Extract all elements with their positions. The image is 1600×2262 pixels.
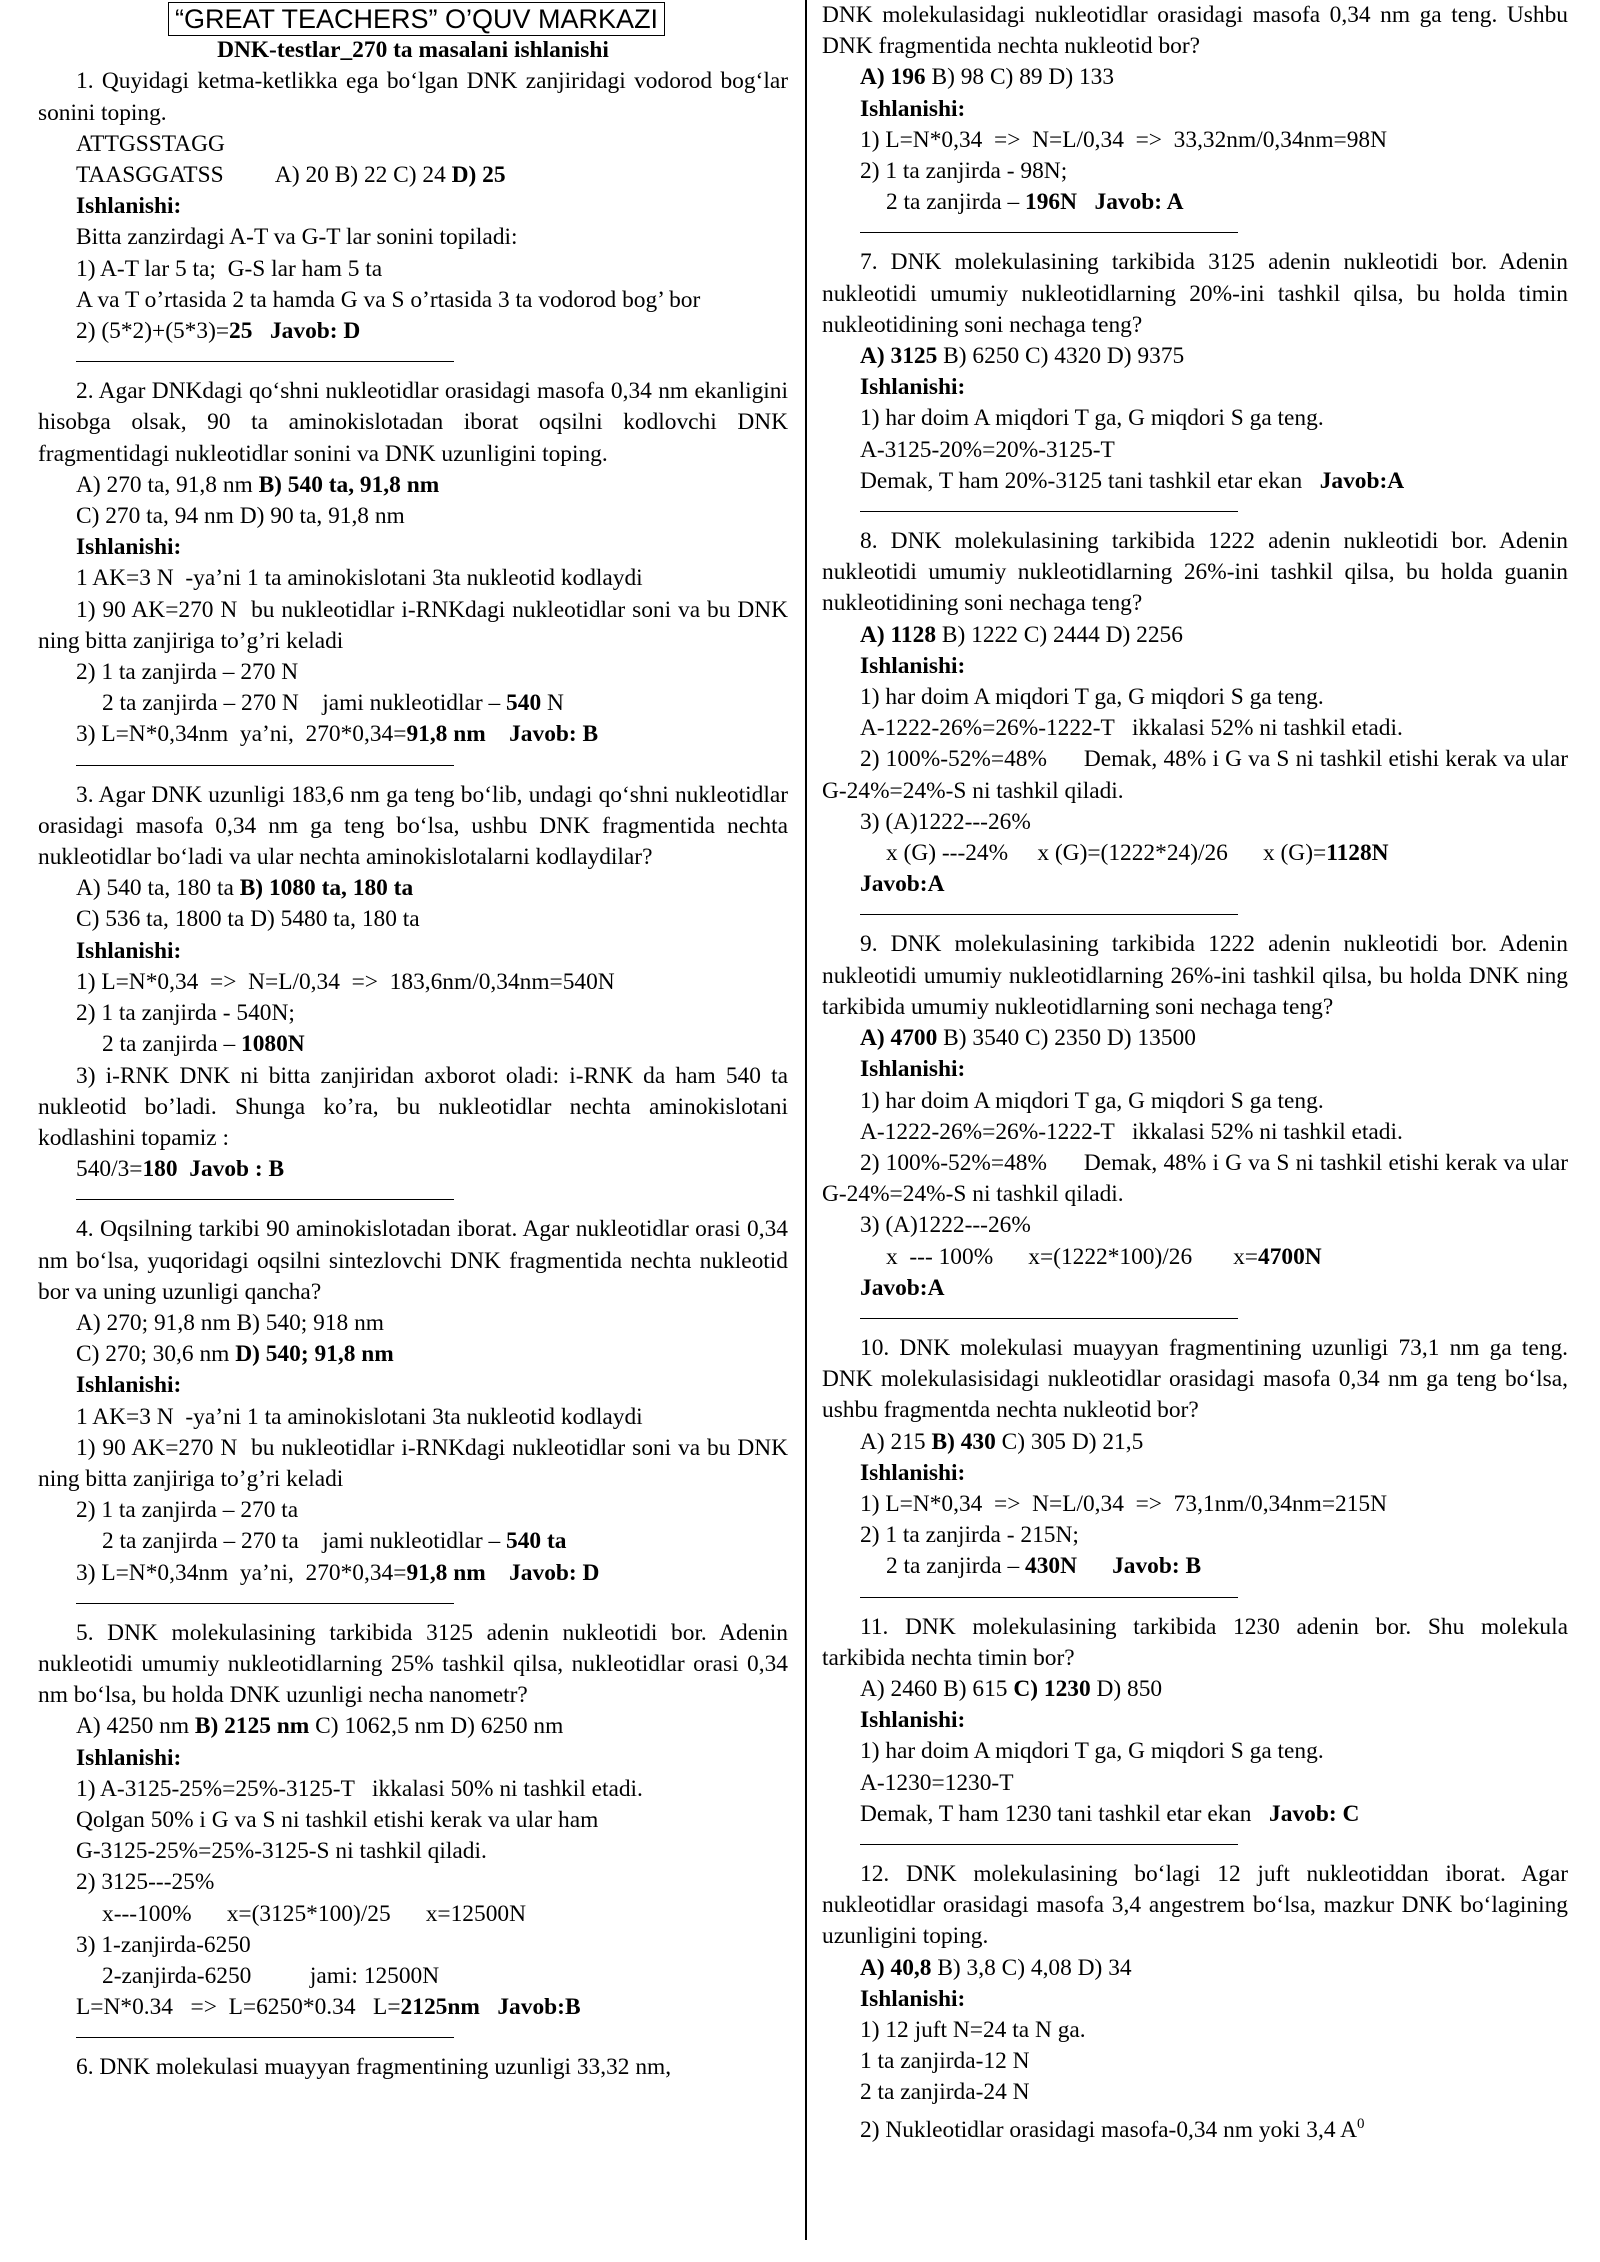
- bold-text: 2125nm Javob:B: [400, 1994, 581, 2021]
- text-line: [38, 316, 788, 347]
- text-line: [38, 1805, 788, 1836]
- text-line: [822, 125, 1568, 156]
- page-subtitle: DNK-testlar_270 ta masalani ishlanishi: [217, 37, 609, 64]
- text-span: 5. DNK molekulasining tarkibida 3125 adenin nukleotidi bor. Adenin nukleotidi umumiy nukleotidlarning 25% tashkil qilsa, nukleotidlar orasi 0,34 nm bo‘lsa, bu holda DNK uzunligi necha nanometr?: [38, 1619, 794, 1709]
- text-line: [822, 713, 1568, 744]
- text-span: A) 270; 91,8 nm B) 540; 918 nm: [76, 1309, 384, 1336]
- text-line: [38, 501, 788, 532]
- text-span: 1) 90 AK=270 N bu nukleotidlar i-RNKdagi nukleotidlar soni va bu DNK ning bitta zanjiriga to’g’ri keladi: [38, 1434, 794, 1492]
- section-separator: [76, 1199, 454, 1200]
- section-separator: [76, 361, 454, 362]
- text-span: 2) 3125---25%: [76, 1869, 215, 1896]
- text-line: [38, 1402, 788, 1433]
- text-span: 1) A-T lar 5 ta; G-S lar ham 5 ta: [76, 255, 383, 282]
- text-line: [822, 1859, 1574, 1953]
- text-span: 1) har doim A miqdori T ga, G miqdori S ga teng.: [860, 1738, 1324, 1765]
- text-line: [822, 1953, 1568, 1984]
- bold-text: Javob:A: [1319, 467, 1405, 494]
- text-line: [38, 873, 788, 904]
- text-span: L=N*0.34 => L=6250*0.34 L=: [76, 1994, 401, 2021]
- text-span: 1. Quyidagi ketma-ketlikka ega bo‘lgan DNK zanjiridagi vodorod bog‘lar sonini toping.: [38, 68, 794, 126]
- text-span: 8. DNK molekulasining tarkibida 1222 adenin nukleotidi bor. Adenin nukleotidi umumiy nukleotidlarning 26%-ini tashkil qilsa, bu holda guanin nukleotidining soni nechaga teng?: [822, 528, 1574, 617]
- text-line: [822, 156, 1568, 187]
- text-line: [822, 1023, 1568, 1054]
- text-line: [38, 936, 788, 967]
- text-span: x --- 100% x=(1222*100)/26 x=: [886, 1243, 1259, 1270]
- text-span: B) 3,8 C) 4,08 D) 34: [931, 1954, 1132, 1981]
- text-span: ATTGSSTAGG: [76, 130, 225, 157]
- bold-text: D) 540; 91,8 nm: [235, 1341, 394, 1368]
- text-line: [822, 1427, 1568, 1458]
- text-span: 1) 90 AK=270 N bu nukleotidlar i-RNKdagi nukleotidlar soni va bu DNK ning bitta zanjiriga to’g’ri keladi: [38, 596, 794, 654]
- section-separator: [76, 765, 454, 766]
- bold-text: 91,8 nm: [406, 721, 486, 748]
- text-line: [822, 838, 1568, 869]
- text-line: [38, 780, 794, 874]
- text-span: 1 AK=3 N -ya’ni 1 ta aminokislotani 3ta nukleotid kodlaydi: [76, 1403, 643, 1430]
- text-line: [822, 526, 1574, 620]
- text-span: A) 540 ta, 180 ta: [76, 875, 240, 902]
- text-line: [38, 688, 788, 719]
- text-span: A-1222-26%=26%-1222-T ikkalasi 52% ni tashkil etadi.: [860, 1118, 1403, 1145]
- text-span: 2 ta zanjirda-24 N: [860, 2079, 1030, 2106]
- text-line: [822, 372, 1568, 403]
- text-span: 1) 12 juft N=24 ta N ga.: [860, 2016, 1086, 2043]
- text-span: 2) 100%-52%=48% Demak, 48% i G va S ni tashkil etishi kerak va ular G-24%=24%-S ni tashkil qiladi.: [822, 1149, 1586, 1208]
- text-span: B) 3540 C) 2350 D) 13500: [937, 1025, 1196, 1052]
- text-line: [822, 1551, 1568, 1582]
- text-line: [822, 94, 1568, 125]
- text-line: [38, 532, 788, 563]
- text-span: 2 ta zanjirda –: [886, 1553, 1025, 1580]
- text-line: [822, 1489, 1568, 1520]
- text-span: TAASGGATSS A) 20 B) 22 C) 24: [76, 162, 452, 189]
- text-span: x---100% x=(3125*100)/25 x=12500N: [102, 1900, 526, 1927]
- text-line: [822, 1984, 1568, 2015]
- bold-text: B) 540 ta, 91,8 nm: [258, 471, 440, 498]
- text-line: [822, 2046, 1568, 2077]
- text-line: [38, 904, 788, 935]
- text-span: 1 ta zanjirda-12 N: [860, 2048, 1030, 2075]
- text-line: [822, 1674, 1568, 1705]
- text-line: [822, 1054, 1568, 1085]
- text-span: 1 AK=3 N -ya’ni 1 ta aminokislotani 3ta nukleotid kodlaydi: [76, 565, 643, 592]
- text-line: [38, 285, 788, 316]
- text-line: [38, 1339, 788, 1370]
- text-span: 2) 1 ta zanjirda - 98N;: [860, 158, 1068, 185]
- text-line: [38, 1774, 788, 1805]
- bold-text: D) 25: [451, 162, 506, 189]
- bold-text: Javob: D: [269, 318, 361, 345]
- bold-text: 1128N: [1326, 840, 1389, 867]
- text-span: 9. DNK molekulasining tarkibida 1222 adenin nukleotidi bor. Adenin nukleotidi umumiy nukleotidlarning 26%-ini tashkil qilsa, bu holda DNK ning tarkibida umumiy nukleotidlarning soni nechaga teng?: [822, 931, 1574, 1020]
- text-span: 3) (A)1222---26%: [860, 808, 1031, 835]
- text-span: 4. Oqsilning tarkibi 90 aminokislotadan iborat. Agar nukleotidlar orasi 0,34 nm bo‘lsa, yuqoridagi oqsilni sintezlovchi DNK fragmentida nechta nukleotid bor va uning uzunligi qancha?: [38, 1216, 794, 1305]
- text-span: 1) har doim A miqdori T ga, G miqdori S ga teng.: [860, 1087, 1324, 1114]
- text-line: [822, 1612, 1574, 1674]
- bold-text: C) 1230: [1013, 1675, 1091, 1702]
- text-span: Ishlanishi:: [860, 652, 966, 679]
- bold-text: B) 430: [931, 1428, 996, 1455]
- text-span: C) 1062,5 nm D) 6250 nm: [309, 1713, 564, 1740]
- text-line: [38, 1899, 788, 1930]
- text-span: 10. DNK molekulasi muayyan fragmentining uzunligi 73,1 nm ga teng. DNK molekulasisidagi nukleotidlar orasidagi masofa 0,34 nm ga teng bo‘lsa, ushbu fragmentda nechta nukleotid bor?: [822, 1334, 1574, 1424]
- text-line: [822, 1799, 1568, 1830]
- section-separator: [860, 1844, 1238, 1845]
- text-line: [822, 1458, 1568, 1489]
- text-span: 2 ta zanjirda –: [102, 1031, 241, 1058]
- header: [38, 0, 788, 66]
- text-line: [38, 1526, 788, 1557]
- text-line: [38, 563, 788, 594]
- text-span: G-3125-25%=25%-3125-S ni tashkil qiladi.: [76, 1838, 487, 1865]
- text-line: [38, 595, 794, 657]
- text-line: [38, 1992, 788, 2023]
- text-span: A) 270 ta, 91,8 nm: [76, 471, 259, 498]
- text-span: Demak, T ham 20%-3125 tani tashkil etar ekan: [860, 467, 1320, 494]
- text-span: B) 1222 C) 2444 D) 2256: [936, 621, 1183, 648]
- text-span: Ishlanishi:: [76, 1372, 182, 1399]
- text-span: 1) L=N*0,34 => N=L/0,34 => 183,6nm/0,34nm=540N: [76, 968, 615, 995]
- text-line: [38, 1154, 788, 1185]
- text-line: [822, 651, 1568, 682]
- text-span: 2 ta zanjirda – 270 ta jami nukleotidlar –: [102, 1528, 507, 1555]
- text-span: 2) 100%-52%=48% Demak, 48% i G va S ni tashkil etishi kerak va ular G-24%=24%-S ni tashkil qiladi.: [822, 746, 1586, 804]
- text-line: [38, 1930, 788, 1961]
- text-line: [38, 1495, 788, 1526]
- text-span: A va T o’rtasida 2 ta hamda G va S o’rtasida 3 ta vodorod bog’ bor: [76, 286, 701, 313]
- text-line: [822, 435, 1568, 466]
- text-line: [822, 2015, 1568, 2046]
- banner-title: “GREAT TEACHERS” O’QUV MARKAZI: [168, 2, 665, 36]
- text-line: [38, 2052, 788, 2083]
- text-line: [38, 998, 788, 1029]
- text-span: 1) A-3125-25%=25%-3125-T ikkalasi 50% ni tashkil etadi.: [76, 1775, 643, 1802]
- text-span: Javob:A: [860, 1274, 945, 1301]
- text-span: B) 98 C) 89 D) 133: [925, 64, 1115, 91]
- text-line: [38, 719, 788, 750]
- text-span: 2. Agar DNKdagi qo‘shni nukleotidlar orasidagi masofa 0,34 nm ekanligini hisobga olsak, 90 ta aminokislotadan iborat oqsilni kodlovchi DNK fragmentidagi nukleotidlar sonini va DNK uzunligini toping.: [38, 378, 794, 467]
- text-line: [822, 620, 1568, 651]
- bold-text: B) 2125 nm: [194, 1713, 310, 1740]
- text-span: 3) L=N*0,34nm ya’ni, 270*0,34=: [76, 721, 407, 748]
- bold-text: A) 4700: [860, 1025, 938, 1052]
- text-span: Ishlanishi:: [860, 1459, 966, 1486]
- text-span: [486, 721, 509, 747]
- text-span: Ishlanishi:: [860, 374, 966, 401]
- section-separator: [76, 2037, 454, 2038]
- section-separator: [860, 1597, 1238, 1598]
- text-span: Ishlanishi:: [76, 534, 182, 561]
- bold-text: 91,8 nm: [406, 1559, 486, 1586]
- text-line: [822, 341, 1568, 372]
- text-line: [38, 1433, 794, 1495]
- text-line: [822, 62, 1568, 93]
- text-span: A) 2460 B) 615: [860, 1675, 1014, 1702]
- bold-text: 180 Javob : B: [142, 1156, 285, 1183]
- text-span: 2-zanjirda-6250 jami: 12500N: [102, 1962, 440, 1989]
- text-span: C) 270; 30,6 nm: [76, 1341, 236, 1368]
- text-span: Ishlanishi:: [860, 95, 966, 122]
- text-span: 1) har doim A miqdori T ga, G miqdori S ga teng.: [860, 405, 1324, 432]
- text-line: [822, 807, 1568, 838]
- superscript-text: 0: [1356, 2115, 1365, 2132]
- text-span: [486, 1560, 509, 1586]
- text-span: 2) 1 ta zanjirda – 270 ta: [76, 1497, 299, 1524]
- text-span: 2 ta zanjirda –: [886, 189, 1025, 216]
- text-span: 3) i-RNK DNK ni bitta zanjiridan axborot oladi: i-RNK da ham 540 ta nukleotid bo’ladi. Shunga ko’ra, bu nukleotidlar nechta aminokislotani kodlashini topamiz :: [38, 1062, 794, 1151]
- bold-text: 430N Javob: B: [1025, 1553, 1202, 1580]
- text-line: [822, 403, 1568, 434]
- text-line: [38, 66, 794, 128]
- text-span: 12. DNK molekulasining bo‘lagi 12 juft nukleotiddan iborat. Agar nukleotidlar orasidagi masofa 3,4 angestrem bo‘lsa, mazkur DNK bo‘lagining uzunligini toping.: [822, 1860, 1574, 1950]
- bold-text: Javob: D: [509, 1559, 600, 1586]
- text-span: 3) L=N*0,34nm ya’ni, 270*0,34=: [76, 1559, 407, 1586]
- text-line: [822, 929, 1574, 1023]
- text-line: [822, 1333, 1574, 1427]
- bold-text: 4700N: [1258, 1243, 1322, 1270]
- text-line: [38, 967, 788, 998]
- section-separator: [860, 914, 1238, 915]
- bold-text: A) 196: [860, 64, 926, 91]
- text-span: [252, 318, 270, 344]
- left-column: [38, 0, 794, 2084]
- text-line: [38, 1370, 788, 1401]
- text-line: [38, 1061, 794, 1155]
- bold-text: Javob: B: [509, 721, 599, 748]
- bold-text: 196N Javob: A: [1025, 189, 1184, 216]
- text-line: [822, 1086, 1568, 1117]
- text-span: 2) 1 ta zanjirda – 270 N: [76, 659, 299, 686]
- text-span: Ishlanishi:: [860, 1707, 966, 1734]
- text-span: 540/3=: [76, 1156, 143, 1183]
- text-span: Bitta zanzirdagi A-T va G-T lar sonini topiladi:: [76, 224, 518, 251]
- section-separator: [860, 1318, 1238, 1319]
- text-span: Javob:A: [860, 871, 945, 898]
- text-line: [38, 160, 788, 191]
- text-span: Ishlanishi:: [860, 1056, 966, 1083]
- bold-text: 540 ta: [506, 1528, 567, 1555]
- text-line: [38, 470, 788, 501]
- text-span: B) 6250 C) 4320 D) 9375: [937, 343, 1185, 370]
- text-line: [822, 869, 1568, 900]
- text-line: [822, 247, 1574, 341]
- text-line: [822, 1148, 1586, 1210]
- text-line: [38, 376, 794, 470]
- text-span: 1) har doim A miqdori T ga, G miqdori S ga teng.: [860, 684, 1324, 711]
- right-column: [822, 0, 1586, 2146]
- text-span: DNK molekulasidagi nukleotidlar orasidagi masofa 0,34 nm ga teng. Ushbu DNK fragmentida nechta nukleotid bor?: [822, 2, 1574, 60]
- bold-text: 25: [229, 318, 253, 345]
- text-span: C) 305 D) 21,5: [995, 1428, 1144, 1455]
- text-line: [822, 2109, 1568, 2146]
- text-line: [38, 1308, 788, 1339]
- text-span: 7. DNK molekulasining tarkibida 3125 adenin nukleotidi bor. Adenin nukleotidi umumiy nukleotidlarning 20%-ini tashkil qilsa, bu holda timin nukleotidining soni nechaga teng?: [822, 249, 1574, 338]
- text-span: C) 270 ta, 94 nm D) 90 ta, 91,8 nm: [76, 503, 405, 530]
- section-separator: [76, 1603, 454, 1604]
- text-span: 6. DNK molekulasi muayyan fragmentining uzunligi 33,32 nm,: [76, 2054, 672, 2081]
- text-span: 1) L=N*0,34 => N=L/0,34 => 73,1nm/0,34nm=215N: [860, 1490, 1387, 1517]
- text-line: [822, 744, 1586, 806]
- text-line: [38, 222, 788, 253]
- text-span: 2) (5*2)+(5*3)=: [76, 318, 230, 345]
- text-line: [822, 1520, 1568, 1551]
- text-line: [38, 1867, 788, 1898]
- text-line: [822, 1768, 1568, 1799]
- bold-text: B) 1080 ta, 180 ta: [239, 875, 414, 902]
- text-line: [822, 2077, 1568, 2108]
- text-span: 2) 1 ta zanjirda - 540N;: [76, 1000, 295, 1027]
- text-span: A) 215: [860, 1428, 932, 1455]
- text-line: [822, 1273, 1568, 1304]
- text-line: [38, 1711, 788, 1742]
- text-span: 2 ta zanjirda – 270 N jami nukleotidlar –: [102, 690, 507, 717]
- text-line: [38, 1214, 794, 1308]
- text-span: A-1230=1230-T: [860, 1769, 1014, 1796]
- text-line: [38, 129, 788, 160]
- section-separator: [860, 511, 1238, 512]
- text-span: A-3125-20%=20%-3125-T: [860, 436, 1115, 463]
- text-line: [38, 1618, 794, 1712]
- right-body: [822, 0, 1586, 2146]
- text-span: 3. Agar DNK uzunligi 183,6 nm ga teng bo‘lib, undagi qo‘shni nukleotidlar orasidagi masofa 0,34 nm ga teng bo‘lsa, ushbu DNK fragmentida nechta nukleotidlar bo‘ladi va ular nechta aminokislotalarni kodlaydilar?: [38, 781, 794, 871]
- text-line: [38, 1836, 788, 1867]
- text-span: Demak, T ham 1230 tani tashkil etar ekan: [860, 1800, 1270, 1827]
- text-span: A) 4250 nm: [76, 1713, 195, 1740]
- text-span: 11. DNK molekulasining tarkibida 1230 adenin bor. Shu molekula tarkibida nechta timin bor?: [822, 1613, 1574, 1671]
- text-span: 2) Nukleotidlar orasidagi masofa-0,34 nm yoki 3,4 A: [860, 2116, 1357, 2143]
- text-line: [822, 682, 1568, 713]
- text-line: [822, 187, 1568, 218]
- text-span: Ishlanishi:: [76, 937, 182, 964]
- text-span: Qolgan 50% i G va S ni tashkil etishi kerak va ular ham: [76, 1806, 599, 1833]
- text-span: 2) 1 ta zanjirda - 215N;: [860, 1522, 1079, 1549]
- bold-text: A) 1128: [860, 621, 937, 648]
- text-span: D) 850: [1090, 1675, 1163, 1702]
- text-span: C) 536 ta, 1800 ta D) 5480 ta, 180 ta: [76, 906, 420, 933]
- text-line: [38, 1743, 788, 1774]
- text-span: 1) L=N*0,34 => N=L/0,34 => 33,32nm/0,34nm=98N: [860, 126, 1387, 153]
- text-line: [38, 254, 788, 285]
- text-span: A-1222-26%=26%-1222-T ikkalasi 52% ni tashkil etadi.: [860, 715, 1403, 742]
- text-line: [822, 1117, 1568, 1148]
- text-line: [822, 1705, 1568, 1736]
- text-span: Ishlanishi:: [860, 1985, 966, 2012]
- text-line: [822, 1242, 1568, 1273]
- text-line: [38, 191, 788, 222]
- text-span: Ishlanishi:: [76, 193, 182, 220]
- text-span: 3) (A)1222---26%: [860, 1212, 1031, 1239]
- text-line: [822, 1210, 1568, 1241]
- text-line: [38, 1029, 788, 1060]
- text-span: 3) 1-zanjirda-6250: [76, 1931, 251, 1958]
- text-line: [822, 0, 1574, 62]
- bold-text: 1080N: [241, 1031, 305, 1058]
- bold-text: A) 3125: [860, 343, 938, 370]
- text-line: [822, 466, 1568, 497]
- bold-text: 540: [506, 690, 542, 717]
- text-span: Ishlanishi:: [76, 1744, 182, 1771]
- left-body: [38, 66, 794, 2083]
- text-span: N: [541, 690, 564, 717]
- text-line: [38, 657, 788, 688]
- text-line: [822, 1736, 1568, 1767]
- bold-text: A) 40,8: [860, 1954, 932, 1981]
- text-line: [38, 1558, 788, 1589]
- column-divider: [805, 0, 807, 2240]
- text-span: x (G) ---24% x (G)=(1222*24)/26 x (G)=: [886, 840, 1327, 867]
- text-line: [38, 1961, 788, 1992]
- bold-text: Javob: C: [1269, 1800, 1360, 1827]
- section-separator: [860, 232, 1238, 233]
